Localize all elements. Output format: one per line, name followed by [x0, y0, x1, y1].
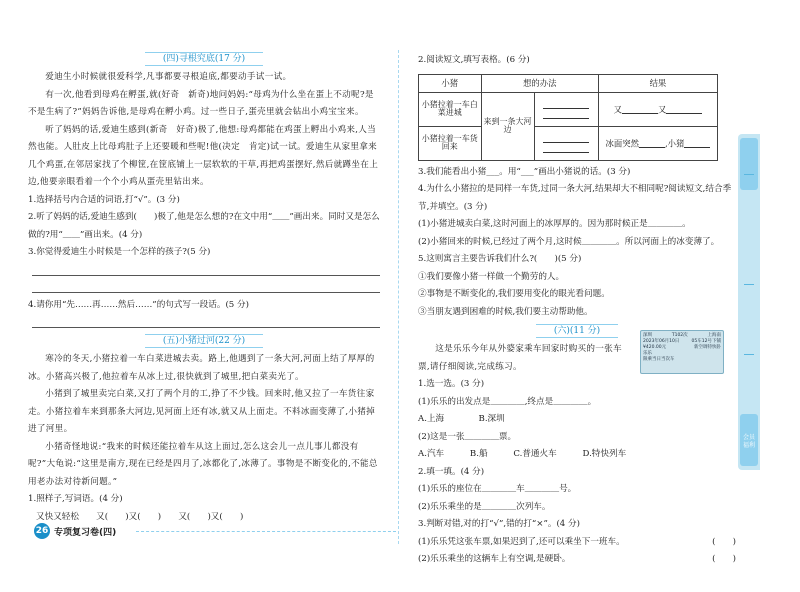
- question: (1)乐乐的出发点是＿＿＿＿,终点是＿＿＿＿。: [418, 396, 597, 407]
- question: 2.阅读短文,填写表格。(6 分): [418, 55, 530, 65]
- options[interactable]: A.汽车 B.船 C.普通火车 D.特快列车: [418, 449, 627, 459]
- question: 3.判断对错,对的打“√”,错的打“×”。(4 分): [418, 519, 580, 529]
- section-5-title: (五)小猪过河(22 分): [28, 334, 380, 346]
- passage-paragraph: 寒冷的冬天,小猪拉着一车白菜进城去卖。路上,他遇到了一条大河,河面上结了厚厚的冰。小猪高兴极了,他拉着车从冰上过,很快就到了城里,把白菜卖光了。: [28, 354, 375, 382]
- left-column: [28, 52, 380, 526]
- table-row-label: 小猪拉着一车白菜进城: [419, 92, 482, 126]
- question: (2)乐乐乘坐的是＿＿＿＿次列车。: [418, 501, 551, 512]
- question: 1.选择括号内合适的词语,打“√”。(3 分): [28, 194, 180, 205]
- table-result-cell[interactable]: 又 又: [598, 92, 717, 126]
- options[interactable]: A.上海 B.深圳: [418, 414, 505, 424]
- example-words: 又快又轻松 又( )又( ) 又( )又( ): [36, 511, 244, 522]
- question: 2.听了妈妈的话,爱迪生感到( )极了,他是怎么想的?在文中用“＿＿”画出来。同时又是怎么做的?用“＿＿”画出来。(4 分): [28, 212, 380, 240]
- question: (2)这是一张＿＿＿＿票。: [418, 431, 517, 442]
- side-tab-bar: [738, 134, 760, 470]
- footer-title: 专项复习卷(四): [54, 527, 117, 538]
- footer-divider: [136, 531, 396, 532]
- option[interactable]: ②事物是不断变化的,我们要用变化的眼光看问题。: [418, 289, 610, 299]
- table-blank-cell[interactable]: [534, 92, 598, 126]
- section-6-title: (六)(11 分): [418, 324, 736, 336]
- table-row-label: 小猪拉着一车货回来: [419, 126, 482, 160]
- table-header: 想的办法: [481, 74, 598, 92]
- member-label: 会员福利: [742, 434, 755, 449]
- section-4-title: (四)寻根究底(17 分): [28, 52, 380, 64]
- question: 4.请你用“先……再……然后……”的句式写一段话。(5 分): [28, 299, 249, 310]
- question: 3.你觉得爱迪生小时候是一个怎样的孩子?(5 分): [28, 247, 211, 257]
- question: 5.这则寓言主要告诉我们什么?( )(5 分): [418, 254, 582, 264]
- side-tab[interactable]: [740, 138, 758, 190]
- table-blank-cell[interactable]: [534, 126, 598, 160]
- page-footer: [34, 521, 116, 541]
- page-number: 26: [34, 523, 50, 539]
- question: 1.选一选。(3 分): [418, 379, 485, 389]
- question: 2.填一填。(4 分): [418, 466, 485, 477]
- passage-paragraph: 有一次,他看到母鸡在孵蛋,就(好奇 新奇)地问妈妈:“母鸡为什么坐在蛋上不动呢?是不是生病了?”妈妈告诉他,是母鸡在孵小鸡。过一些日子,蛋壳里就会钻出小鸡宝宝来。: [28, 89, 374, 117]
- answer-table: [418, 74, 718, 161]
- judge-item: (1)乐乐凭这张车票,如果迟到了,还可以乘坐下一班车。 ( ): [418, 534, 736, 552]
- answer-line[interactable]: [32, 279, 380, 293]
- option[interactable]: ③当朋友遇到困难的时候,我们要主动帮助他。: [418, 306, 593, 317]
- question: 4.为什么小猪拉的是同样一车货,过同一条大河,结果却大不相同呢?阅读短文,结合季节,并填空。(3 分): [418, 184, 732, 212]
- right-column: [418, 52, 736, 569]
- question: (1)乐乐的座位在＿＿＿＿车＿＿＿＿号。: [418, 484, 577, 494]
- passage-paragraph: 爱迪生小时候就很爱科学,凡事都要寻根追底,都要动手试一试。: [45, 72, 292, 82]
- question: 1.照样子,写词语。(4 分): [28, 494, 123, 504]
- train-ticket: 深圳 T102次 上海南 2023年06月10日 05车12号下铺 ¥420.00元 新空调特快卧 乐乐 限乘当日当次车: [640, 330, 724, 374]
- passage-paragraph: 听了妈妈的话,爱迪生感到(新奇 好奇)极了,他想:母鸡都能在鸡蛋上孵出小鸡来,人当然也能。人肚皮上比母鸡肚子上还要暖和些呢!他(决定 肯定)试一试。爱迪生从家里拿来几个鸡蛋,在邻居家找了个柳筐,在筐底铺上一层软软的干草,再把鸡蛋摆好,然后就蹲坐在上边,他要亲眼看着一个个小鸡从蛋壳里钻出来。: [28, 124, 379, 187]
- answer-paren[interactable]: ( ): [712, 536, 736, 547]
- column-divider: [398, 50, 399, 544]
- judge-item: (2)乐乐乘坐的这辆车上有空调,是硬卧。 ( ): [418, 551, 736, 569]
- passage-paragraph: 小猪到了城里卖完白菜,又打了两个月的工,挣了不少钱。回来时,他又拉了一车货往家走。小猪拉着车来到那条大河边,见河面上还有冰,就又从上面走。不料冰面变薄了,小猪掉进了河里。: [28, 389, 376, 434]
- table-method: 来到一条大河边: [481, 92, 534, 160]
- passage-paragraph: 小猪奇怪地说:“我来的时候还能拉着车从这上面过,怎么这会儿一点儿事儿都没有呢?”大龟说:“这里是南方,现在已经是四月了,冰都化了,冰薄了。事物是不断变化的,不能总用老办法对待新问题。”: [28, 441, 378, 487]
- question: (1)小猪进城卖白菜,这时河面上的冰厚厚的。因为那时候正是＿＿＿＿。: [418, 219, 691, 229]
- table-result-cell[interactable]: 冰面突然 ,小猪: [598, 126, 717, 160]
- answer-line[interactable]: [32, 262, 380, 276]
- intro-text: 这是乐乐今年从外婆家乘车回家时购买的一张车票,请仔细阅读,完成练习。: [418, 344, 622, 372]
- option[interactable]: ①我们要像小猪一样做一个勤劳的人。: [418, 271, 565, 282]
- answer-line[interactable]: [32, 314, 380, 328]
- answer-paren[interactable]: ( ): [712, 554, 736, 564]
- table-header: 结果: [598, 74, 717, 92]
- question: (2)小猪回来的时候,已经过了两个月,这时候＿＿＿＿。所以河面上的冰变薄了。: [418, 236, 720, 247]
- question: 3.我们能看出小猪___。用“___”画出小猪说的话。(3 分): [418, 166, 631, 177]
- table-header: 小猪: [419, 74, 482, 92]
